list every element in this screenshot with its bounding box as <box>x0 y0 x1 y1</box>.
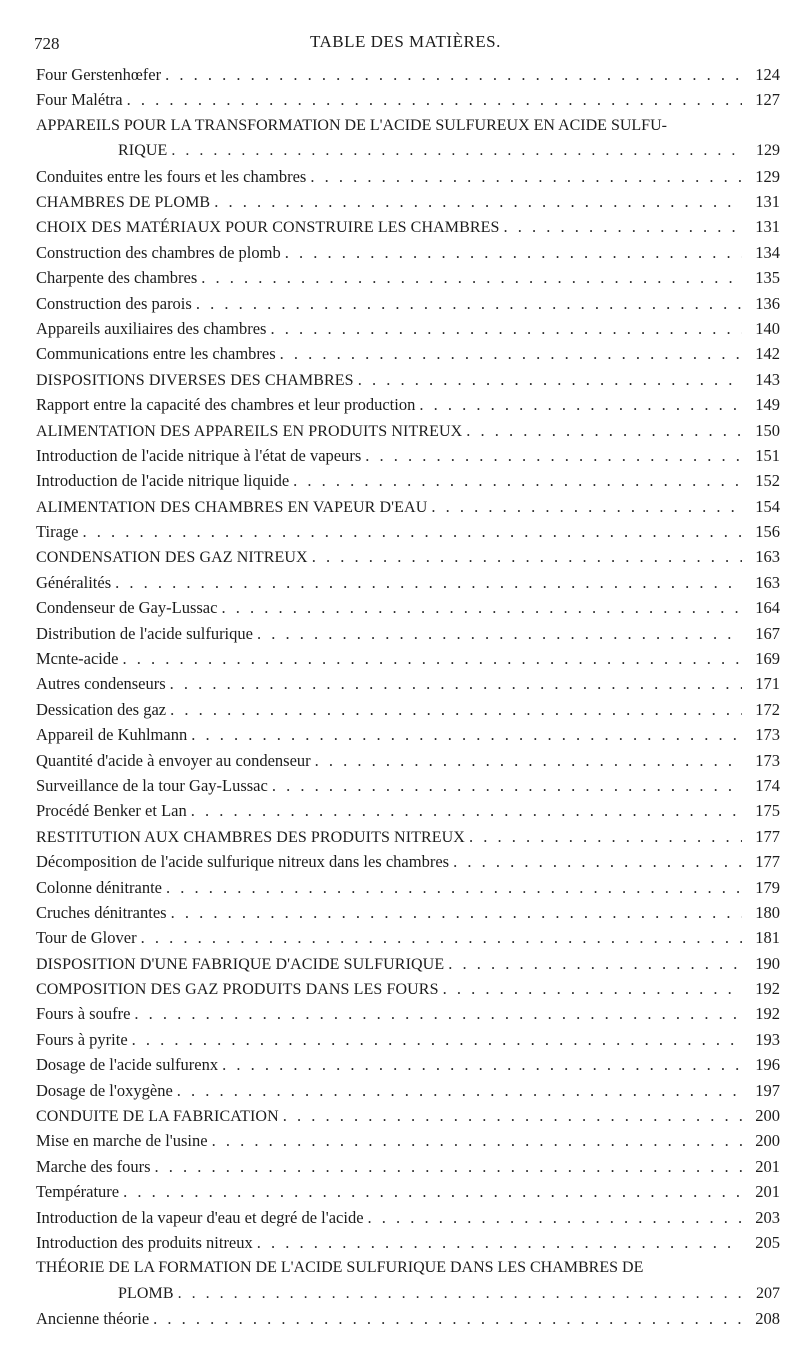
dot-leader <box>272 773 742 798</box>
toc-entry <box>36 1154 780 1179</box>
toc-entry <box>36 671 780 696</box>
toc-entry <box>36 1103 780 1128</box>
toc-entry-title: Fours à pyrite <box>36 1029 128 1049</box>
dot-leader <box>165 62 742 87</box>
dot-leader <box>171 138 742 163</box>
toc-entry-title: Construction des chambres de plomb <box>36 242 281 262</box>
dot-leader <box>134 1001 742 1026</box>
dot-leader <box>431 494 742 519</box>
toc-entry <box>36 1230 780 1255</box>
toc-entry <box>36 443 780 468</box>
dot-leader <box>170 697 742 722</box>
toc-entry-continuation <box>36 138 780 163</box>
dot-leader <box>358 367 742 392</box>
dot-leader <box>257 621 742 646</box>
toc-entry-page: 163 <box>755 547 780 567</box>
toc-entry-page: 201 <box>755 1156 780 1176</box>
toc-entry <box>36 824 780 849</box>
dot-leader <box>201 265 742 290</box>
toc-entry <box>36 113 780 164</box>
toc-entry-title: Tour de Glover <box>36 928 137 948</box>
toc-entry-title: DISPOSITIONS DIVERSES DES CHAMBRES <box>36 371 354 389</box>
toc-entry <box>36 87 780 112</box>
toc-entry <box>36 418 780 443</box>
toc-entry-title: Distribution de l'acide sulfurique <box>36 623 253 643</box>
toc-entry <box>36 240 780 265</box>
toc-entry <box>36 849 780 874</box>
toc-entry-title: Surveillance de la tour Gay-Lussac <box>36 775 268 795</box>
toc-entry-title: Quantité d'acide à envoyer au condenseur <box>36 750 311 770</box>
dot-leader <box>365 443 742 468</box>
toc-entry-page: 193 <box>755 1029 780 1049</box>
toc-entry <box>36 798 780 823</box>
toc-entry <box>36 621 780 646</box>
toc-entry-title: Colonne dénitrante <box>36 877 163 897</box>
dot-leader <box>293 468 742 493</box>
toc-entry-title: Introduction de la vapeur d'eau et degré de l'acide <box>36 1207 364 1227</box>
toc-entry-page: 127 <box>755 90 780 110</box>
dot-leader <box>285 240 742 265</box>
toc-entry-continuation <box>36 1281 780 1306</box>
toc-entry-title: Dosage de l'acide sulfurenx <box>36 1055 219 1075</box>
toc-entry-page: 175 <box>755 801 780 821</box>
dot-leader <box>212 1128 742 1153</box>
dot-leader <box>504 214 742 239</box>
toc-entry <box>36 595 780 620</box>
toc-entry-title: Marche des fours <box>36 1156 151 1176</box>
toc-entry-title: DISPOSITION D'UNE FABRIQUE D'ACIDE SULFURIQUE <box>36 955 445 973</box>
toc-entry-page: 179 <box>755 877 780 897</box>
toc-entry-title: Ancienne théorie <box>36 1309 150 1329</box>
toc-entry-page: 154 <box>755 496 780 516</box>
toc-entry-title: Construction des parois <box>36 293 192 313</box>
dot-leader <box>171 900 742 925</box>
toc-entry <box>36 697 780 722</box>
toc-entry <box>36 570 780 595</box>
dot-leader <box>191 722 742 747</box>
toc-entry <box>36 1052 780 1077</box>
toc-entry <box>36 976 780 1001</box>
dot-leader <box>115 570 742 595</box>
toc-entry-page: 150 <box>755 420 780 440</box>
dot-leader <box>82 519 742 544</box>
dot-leader <box>453 849 742 874</box>
dot-leader <box>177 1078 742 1103</box>
toc-entry <box>36 1306 780 1331</box>
dot-leader <box>178 1281 742 1306</box>
toc-entry-title: Procédé Benker et Lan <box>36 801 187 821</box>
toc-entry-page: 205 <box>755 1233 780 1252</box>
dot-leader <box>419 392 742 417</box>
toc-entry-title: Condenseur de Gay-Lussac <box>36 598 218 618</box>
dot-leader <box>123 1179 742 1204</box>
toc-entry <box>36 1179 780 1204</box>
toc-entry <box>36 1205 780 1230</box>
toc-entry-page: 177 <box>755 826 780 846</box>
toc-entry-page: 134 <box>755 242 780 262</box>
toc-entry <box>36 494 780 519</box>
toc-entry-page: 181 <box>755 928 780 948</box>
toc-entry-page: 131 <box>755 191 780 211</box>
toc-entry-title: Introduction de l'acide nitrique à l'état de vapeurs <box>36 445 362 465</box>
toc-entry <box>36 1027 780 1052</box>
dot-leader <box>257 1230 742 1255</box>
toc-entry-page: 196 <box>755 1055 780 1075</box>
toc-entry-page: 172 <box>755 699 780 719</box>
toc-entry <box>36 925 780 950</box>
toc-entry-page: 169 <box>755 649 780 669</box>
toc-entry-page: 197 <box>755 1080 780 1100</box>
toc-entry <box>36 900 780 925</box>
toc-entry-page: 177 <box>755 852 780 872</box>
toc-entry-title: Communications entre les chambres <box>36 344 276 364</box>
toc-entry-page: 173 <box>755 750 780 770</box>
toc-entry-title: THÉORIE DE LA FORMATION DE L'ACIDE SULFURIQUE DANS LES CHAMBRES DE <box>36 1259 644 1277</box>
toc-entry-title: Décomposition de l'acide sulfurique nitreux dans les chambres <box>36 852 450 872</box>
toc-entry-page: 143 <box>755 369 780 389</box>
toc-entry-title: Appareils auxiliaires des chambres <box>36 318 267 338</box>
toc-entry-page: 151 <box>755 445 780 465</box>
toc-entry-page: 207 <box>756 1284 780 1302</box>
toc-entry <box>36 951 780 976</box>
toc-entry <box>36 646 780 671</box>
toc-entry <box>36 722 780 747</box>
toc-entry-title: Rapport entre la capacité des chambres et leur production <box>36 395 416 415</box>
toc-entry-page: 131 <box>755 217 780 237</box>
toc-entry-page: 129 <box>755 166 780 186</box>
toc-entry-page: 167 <box>755 623 780 643</box>
toc-entry <box>36 62 780 87</box>
toc-entry-title: Introduction des produits nitreux <box>36 1233 253 1252</box>
dot-leader <box>368 1205 742 1230</box>
toc-entry <box>36 544 780 569</box>
dot-leader <box>310 164 742 189</box>
toc-entry-page: 140 <box>755 318 780 338</box>
toc-entry <box>36 291 780 316</box>
toc-entry-title-continuation: RIQUE <box>118 142 168 160</box>
toc-entry-page: 136 <box>755 293 780 313</box>
toc-entry-title: Appareil de Kuhlmann <box>36 725 188 745</box>
toc-entry-title: Dessication des gaz <box>36 699 167 719</box>
dot-leader <box>170 671 742 696</box>
toc-entry-page: 174 <box>755 775 780 795</box>
dot-leader <box>466 418 742 443</box>
toc-entry-title: ALIMENTATION DES CHAMBRES EN VAPEUR D'EAU <box>36 498 428 516</box>
toc-entry-page: 152 <box>755 471 780 491</box>
toc-entry-title: Four Malétra <box>36 90 123 110</box>
toc-entry <box>36 1078 780 1103</box>
dot-leader <box>132 1027 742 1052</box>
toc-entry-title: CONDENSATION DES GAZ NITREUX <box>36 549 308 567</box>
toc-entry-title: COMPOSITION DES GAZ PRODUITS DANS LES FOURS <box>36 981 439 999</box>
toc-entry-page: 203 <box>755 1207 780 1227</box>
toc-entry-title: Fours à soufre <box>36 1004 131 1024</box>
toc-entry-title: RESTITUTION AUX CHAMBRES DES PRODUITS NITREUX <box>36 828 465 846</box>
toc-entry-title: Tirage <box>36 522 79 542</box>
dot-leader <box>222 1052 742 1077</box>
toc-entry <box>36 341 780 366</box>
toc-entry-title: Cruches dénitrantes <box>36 902 167 922</box>
toc-entry-title: Dosage de l'oxygène <box>36 1080 173 1100</box>
page-number: 728 <box>34 34 60 53</box>
dot-leader <box>448 951 742 976</box>
dot-leader <box>270 316 742 341</box>
toc-entry-title: CONDUITE DE LA FABRICATION <box>36 1108 279 1126</box>
table-of-contents <box>36 62 780 1332</box>
dot-leader <box>127 87 742 112</box>
dot-leader <box>443 976 742 1001</box>
toc-entry-page: 200 <box>755 1131 780 1151</box>
toc-entry <box>36 367 780 392</box>
toc-entry-title: Introduction de l'acide nitrique liquide <box>36 471 290 491</box>
dot-leader <box>141 925 742 950</box>
toc-entry-title: CHOIX DES MATÉRIAUX POUR CONSTRUIRE LES CHAMBRES <box>36 219 500 237</box>
toc-entry <box>36 875 780 900</box>
toc-entry-page: 180 <box>755 902 780 922</box>
toc-entry <box>36 164 780 189</box>
toc-entry-title: Température <box>36 1182 120 1202</box>
toc-entry-page: 124 <box>755 65 780 84</box>
dot-leader <box>221 595 742 620</box>
toc-entry-page: 164 <box>755 598 780 618</box>
toc-entry-title-continuation: PLOMB <box>118 1284 174 1302</box>
toc-entry-page: 208 <box>755 1309 780 1329</box>
dot-leader <box>469 824 742 849</box>
toc-entry <box>36 214 780 239</box>
toc-entry-title: Four Gerstenhœfer <box>36 65 162 84</box>
toc-entry <box>36 773 780 798</box>
dot-leader <box>166 875 742 900</box>
toc-entry-title: Mise en marche de l'usine <box>36 1131 208 1151</box>
toc-entry-title: Charpente des chambres <box>36 268 198 288</box>
running-title: TABLE DES MATIÈRES. <box>310 32 501 51</box>
toc-entry-page: 129 <box>756 142 780 160</box>
dot-leader <box>122 646 742 671</box>
dot-leader <box>312 544 742 569</box>
toc-entry <box>36 265 780 290</box>
toc-entry-page: 192 <box>755 979 780 999</box>
dot-leader <box>191 798 742 823</box>
toc-entry-page: 192 <box>755 1004 780 1024</box>
dot-leader <box>315 748 742 773</box>
toc-entry-page: 156 <box>755 522 780 542</box>
toc-entry-title: Généralités <box>36 572 112 592</box>
toc-entry <box>36 392 780 417</box>
toc-entry-title: Mcnte-acide <box>36 649 119 669</box>
toc-entry-page: 163 <box>755 572 780 592</box>
toc-entry <box>36 1255 780 1306</box>
toc-entry-page: 135 <box>755 268 780 288</box>
toc-entry-page: 173 <box>755 725 780 745</box>
toc-entry-title: ALIMENTATION DES APPAREILS EN PRODUITS NITREUX <box>36 422 463 440</box>
toc-entry-page: 190 <box>755 953 780 973</box>
dot-leader <box>214 189 742 214</box>
toc-entry-title: Autres condenseurs <box>36 674 166 694</box>
toc-entry-page: 200 <box>755 1106 780 1126</box>
toc-entry <box>36 748 780 773</box>
dot-leader <box>196 291 742 316</box>
toc-entry <box>36 1128 780 1153</box>
toc-entry-title: APPAREILS POUR LA TRANSFORMATION DE L'ACIDE SULFUREUX EN ACIDE SULFU- <box>36 116 667 134</box>
toc-entry-page: 201 <box>755 1182 780 1202</box>
toc-entry-page: 142 <box>755 344 780 364</box>
dot-leader <box>155 1154 742 1179</box>
toc-entry <box>36 316 780 341</box>
toc-entry-title: Conduites entre les fours et les chambres <box>36 166 307 186</box>
dot-leader <box>280 341 742 366</box>
toc-entry <box>36 519 780 544</box>
toc-entry <box>36 468 780 493</box>
dot-leader <box>153 1306 742 1331</box>
toc-entry <box>36 1001 780 1026</box>
dot-leader <box>283 1103 742 1128</box>
toc-entry-page: 171 <box>755 674 780 694</box>
toc-entry <box>36 189 780 214</box>
toc-entry-title: CHAMBRES DE PLOMB <box>36 193 211 211</box>
toc-entry-page: 149 <box>755 395 780 415</box>
